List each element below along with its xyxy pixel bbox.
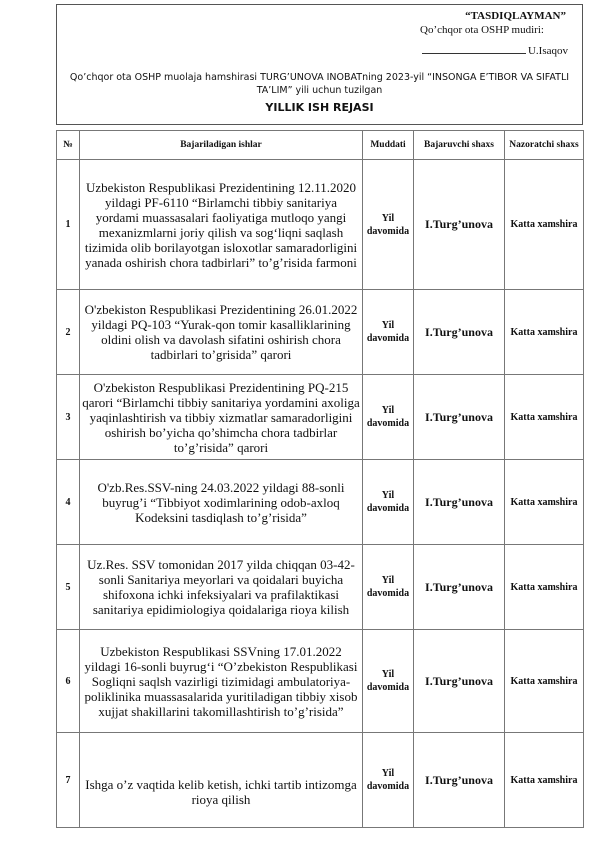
table-row: [57, 630, 584, 733]
row-duration: Yil davomida: [363, 460, 414, 545]
row-duration: Yil davomida: [363, 160, 414, 290]
row-duration: Yil davomida: [363, 545, 414, 630]
table-row: [57, 545, 584, 630]
table-row: [57, 160, 584, 290]
row-controller: Katta xamshira: [505, 160, 584, 290]
row-controller: Katta xamshira: [505, 375, 584, 460]
row-duration: Yil davomida: [363, 733, 414, 828]
row-duration: Yil davomida: [363, 290, 414, 375]
row-number: 4: [57, 460, 80, 545]
column-header-duration: Muddati: [363, 131, 414, 160]
row-duration: Yil davomida: [363, 630, 414, 733]
row-number: 2: [57, 290, 80, 375]
row-task: Uz.Res. SSV tomonidan 2017 yilda chiqqan 03-42-sonli Sanitariya meyorlari va qoidalari buyicha shifoxona ichki infeksiyalari va prafilaktikasi sanitariya epidimiologiya qoidalariga rioya kilish: [80, 545, 363, 630]
plan-title: YILLIK ISH REJASI: [265, 101, 374, 114]
row-executor: I.Turg’unova: [414, 460, 505, 545]
approver-signature: [422, 45, 568, 57]
row-number: 3: [57, 375, 80, 460]
row-duration: Yil davomida: [363, 375, 414, 460]
row-controller: Katta xamshira: [505, 290, 584, 375]
row-controller: Katta xamshira: [505, 545, 584, 630]
row-task: Uzbekiston Respublikasi Prezidentining 12.11.2020 yildagi PF-6110 “Birlamchi tibbiy sanitariya yordami muassasalari faoliyatiga mutloqo yangi mexanizmlarni joriy qilish va sog‘liqni saqlash tizimida olib borilayotgan isloxotlar samaradorligini yanada oshirish chora tadbirlari” to’g’risida farmoni: [80, 160, 363, 290]
approval-header: [56, 4, 583, 125]
plan-description: Qo’chqor ota OSHP muolaja hamshirasi TURG’UNOVA INOBATning 2023-yil “INSONGA E’TIBOR VA SIFATLI TA’LIM” yili uchun tuzilgan: [69, 72, 570, 96]
table-header-row: [57, 131, 584, 160]
row-executor: I.Turg’unova: [414, 545, 505, 630]
column-header-number: №: [57, 131, 80, 160]
row-task: O'zb.Res.SSV-ning 24.03.2022 yildagi 88-sonli buyrug’i “Tibbiyot xodimlarining odob-axloq Kodeksini tasdiqlash to’g’risida”: [80, 460, 363, 545]
row-number: 1: [57, 160, 80, 290]
row-task-text: Ishga o’z vaqtida kelib ketish, ichki tartib intizomga rioya qilish: [85, 777, 357, 807]
column-header-executor: Bajaruvchi shaxs: [414, 131, 505, 160]
row-number: 6: [57, 630, 80, 733]
row-executor: I.Turg’unova: [414, 630, 505, 733]
row-controller: Katta xamshira: [505, 460, 584, 545]
table-row: [57, 290, 584, 375]
approver-role: Qo’chqor ota OSHP mudiri:: [420, 24, 544, 36]
table-row: [57, 733, 584, 828]
row-task: [80, 733, 363, 828]
row-task: O'zbekiston Respublikasi Prezidentining 26.01.2022 yildagi PQ-103 “Yurak-qon tomir kasalliklarining oldini olish va davolash sifatini oshirish chora tadbirlari to’grisida” qarori: [80, 290, 363, 375]
table-row: [57, 460, 584, 545]
row-executor: I.Turg’unova: [414, 375, 505, 460]
approve-title: “TASDIQLAYMAN”: [465, 10, 566, 22]
row-task: O'zbekiston Respublikasi Prezidentining PQ-215 qarori “Birlamchi tibbiy sanitariya yordamini axoliga yaqinlashtirish va tibbiy xizmatlar samaradorligini oshirish bo’yicha qo’shimcha chora tadbirlar to’g’risida” qarori: [80, 375, 363, 460]
row-number: 7: [57, 733, 80, 828]
work-plan-table: [56, 130, 584, 828]
column-header-controller: Nazoratchi shaxs: [505, 131, 584, 160]
table-row: [57, 375, 584, 460]
signature-line: [422, 53, 526, 54]
row-executor: I.Turg’unova: [414, 733, 505, 828]
approver-name: U.Isaqov: [527, 45, 568, 57]
row-controller: Katta xamshira: [505, 733, 584, 828]
row-executor: I.Turg’unova: [414, 290, 505, 375]
row-executor: I.Turg’unova: [414, 160, 505, 290]
row-task: Uzbekiston Respublikasi SSVning 17.01.2022 yildagi 16-sonli buyrug‘i “O’zbekiston Respublikasi Sogliqni saqlsh vazirligi tizimidagi ambulatoriya-poliklinika muassasalarida yuritiladigan tibbiy xisob xujjat shakillarini takomillashtirish to’g’risida”: [80, 630, 363, 733]
row-number: 5: [57, 545, 80, 630]
row-controller: Katta xamshira: [505, 630, 584, 733]
column-header-tasks: Bajariladigan ishlar: [80, 131, 363, 160]
